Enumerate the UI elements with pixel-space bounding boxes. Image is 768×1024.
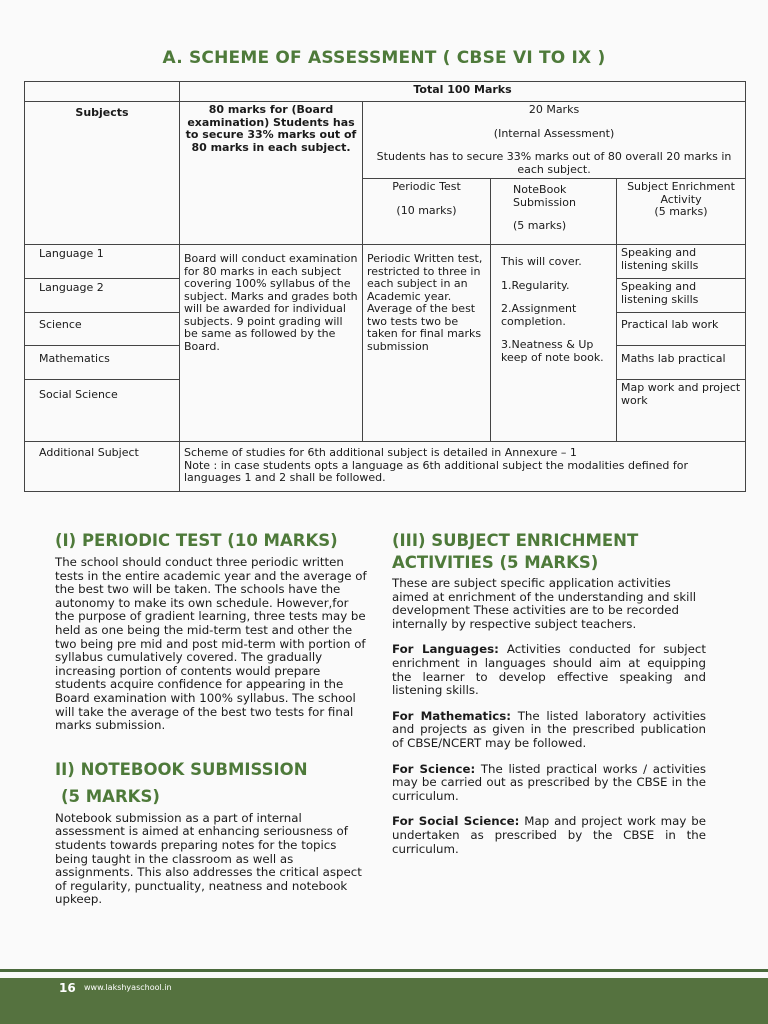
enrichment-header bbox=[617, 179, 746, 245]
notebook-item: 2.Assignment completion. bbox=[501, 302, 577, 328]
subject-language-1: Language 1 bbox=[25, 245, 180, 279]
science-label: For Science: bbox=[392, 761, 476, 776]
subjects-header: Subjects bbox=[25, 102, 180, 245]
subject-science: Science bbox=[25, 313, 180, 346]
enrichment-cell: Map work and project work bbox=[617, 380, 746, 442]
table-corner bbox=[25, 82, 180, 102]
internal-header bbox=[363, 102, 746, 179]
notebook-header bbox=[491, 179, 617, 245]
footer-divider bbox=[0, 969, 768, 972]
total-marks-header: Total 100 Marks bbox=[180, 82, 746, 102]
left-column bbox=[55, 530, 367, 919]
mathematics-text: The listed laboratory activities and projects as given in the prescribed publication of CBSE/NCERT may be followed. bbox=[392, 708, 706, 750]
periodic-test-title: Periodic Test bbox=[392, 180, 461, 193]
internal-note: Students has to secure 33% marks out of 80 overall 20 marks in each subject. bbox=[376, 150, 732, 176]
notebook-heading-line2: (5 MARKS) bbox=[61, 786, 160, 806]
enrichment-cell: Speaking and listening skills bbox=[617, 245, 746, 279]
notebook-item: 1.Regularity. bbox=[501, 278, 570, 292]
subject-mathematics: Mathematics bbox=[25, 346, 180, 380]
periodic-test-text: The school should conduct three periodic written tests in the entire academic year and the average of the best two will be taken. The schools have the autonomy to make its own schedule. However,for the purpose of gradient learning, three tests may be held as one being the mid-term test and other the two being pre mid and post mid-term with portion of syllabus cumulatively covered. The gradually increasing portion of contents would prepare students acquire confidence for appearing in the Board examination with 100% syllabus. The school will take the average of the best two tests for final marks submission. bbox=[55, 555, 367, 733]
social-science-text: Map and project work may be undertaken as prescribed by the CBSE in the curriculum. bbox=[392, 814, 706, 856]
languages-paragraph bbox=[392, 643, 706, 697]
periodic-test-description: Periodic Written test, restricted to three in each subject in an Academic year. Average of the best two tests two be taken for final marks submission bbox=[363, 245, 491, 442]
languages-text: Activities conducted for subject enrichment in languages should aim at equipping the learner to develop effective speaking and listening skills. bbox=[392, 642, 706, 698]
notebook-item: 3.Neatness & Up keep of note book. bbox=[501, 338, 604, 364]
notebook-title: NoteBook Submission bbox=[513, 183, 576, 209]
notebook-marks: (5 marks) bbox=[513, 219, 567, 232]
periodic-test-marks: (10 marks) bbox=[396, 203, 457, 217]
science-paragraph bbox=[392, 763, 706, 804]
notebook-text: Notebook submission as a part of internal assessment is aimed at enhancing seriousness of students towards preparing notes for the topics being taught in the classroom as well as assignments. This also addresses the critical aspect of regularity, punctuality, neatness and notebook upkeep. bbox=[55, 810, 362, 907]
notebook-description bbox=[491, 245, 617, 442]
social-science-paragraph bbox=[392, 815, 706, 856]
mathematics-paragraph bbox=[392, 710, 706, 751]
mathematics-label: For Mathematics: bbox=[392, 708, 511, 723]
enrichment-title: Subject Enrichment Activity bbox=[627, 180, 735, 206]
periodic-test-header bbox=[363, 179, 491, 245]
board-description: Board will conduct examination for 80 marks in each subject covering 100% syllabus of the subject. Marks and grades both will be awarded for individual subjects. 9 point grading will be same as followed by the Board. bbox=[180, 245, 363, 442]
notebook-intro: This will cover. bbox=[501, 255, 582, 268]
enrichment-heading: (III) SUBJECT ENRICHMENT ACTIVITIES (5 MARKS) bbox=[392, 531, 639, 572]
additional-subject-label: Additional Subject bbox=[25, 442, 180, 492]
internal-marks: 20 Marks bbox=[528, 103, 580, 116]
enrichment-intro: These are subject specific application activities aimed at enrichment of the understanding and skill development These activities are to be recorded internally by respective subject teachers. bbox=[392, 576, 697, 631]
subject-language-2: Language 2 bbox=[25, 279, 180, 313]
periodic-test-heading: (I) PERIODIC TEST (10 MARKS) bbox=[55, 531, 338, 550]
internal-label: (Internal Assessment) bbox=[493, 126, 615, 140]
page-title: A. SCHEME OF ASSESSMENT ( CBSE VI TO IX ) bbox=[162, 48, 606, 68]
enrichment-cell: Practical lab work bbox=[617, 313, 746, 346]
languages-label: For Languages: bbox=[392, 642, 499, 657]
enrichment-marks: (5 marks) bbox=[654, 205, 708, 218]
social-science-label: For Social Science: bbox=[392, 814, 520, 829]
additional-subject-description bbox=[180, 442, 746, 492]
enrichment-cell: Speaking and listening skills bbox=[617, 279, 746, 313]
page-number: 16 bbox=[59, 981, 76, 995]
footer-url[interactable]: www.lakshyaschool.in bbox=[84, 983, 172, 992]
assessment-table bbox=[24, 81, 746, 492]
science-text: The listed practical works / activities may be carried out as prescribed by the CBSE in the curriculum. bbox=[392, 761, 706, 803]
board-header: 80 marks for (Board examination) Students has to secure 33% marks out of 80 marks in each subject. bbox=[180, 102, 363, 245]
notebook-heading-line1: II) NOTEBOOK SUBMISSION bbox=[55, 759, 308, 779]
right-column bbox=[392, 530, 706, 868]
additional-text-2: Note : in case students opts a language as 6th additional subject the modalities defined for languages 1 and 2 shall be followed. bbox=[184, 458, 688, 484]
additional-text-1: Scheme of studies for 6th additional subject is detailed in Annexure – 1 bbox=[184, 446, 577, 459]
enrichment-cell: Maths lab practical bbox=[617, 346, 746, 380]
subject-social-science: Social Science bbox=[25, 380, 180, 442]
